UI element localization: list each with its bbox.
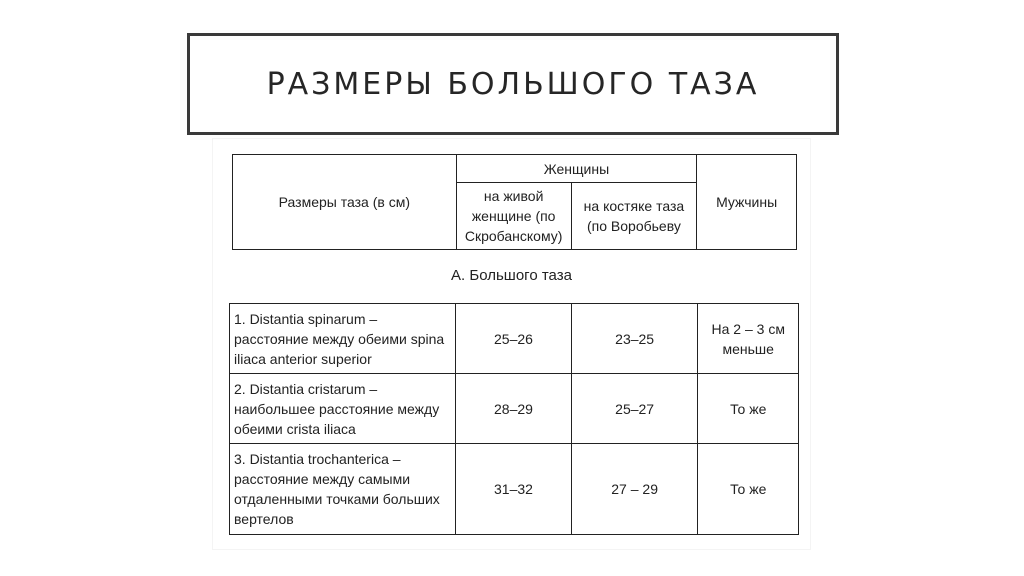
table-row xyxy=(230,444,799,535)
header-cell-men: Мужчины xyxy=(697,155,797,250)
row-men-value: На 2 – 3 см меньше xyxy=(698,304,799,374)
row-men-value: То же xyxy=(698,374,799,444)
row-skeleton-value: 25–27 xyxy=(571,374,698,444)
header-cell-women-living: на живой женщине (по Скробанскому) xyxy=(456,183,571,250)
row-name: 2. Distantia cristarum – наибольшее расстояние между обеими crista iliaca xyxy=(230,374,456,444)
table-body xyxy=(229,303,799,535)
slide-title: РАЗМЕРЫ БОЛЬШОГО ТАЗА xyxy=(266,66,760,102)
row-skeleton-value: 27 – 29 xyxy=(571,444,698,535)
row-men-value: То же xyxy=(698,444,799,535)
header-cell-sizes: Размеры таза (в см) xyxy=(233,155,457,250)
row-living-value: 25–26 xyxy=(456,304,572,374)
table-header xyxy=(232,154,797,250)
row-living-value: 28–29 xyxy=(456,374,572,444)
row-name: 1. Distantia spinarum – расстояние между обеими spina iliaca anterior superior xyxy=(230,304,456,374)
header-cell-women-skeleton: на костяке таза (по Воробьеву xyxy=(571,183,697,250)
pelvis-size-table-image xyxy=(213,139,810,549)
section-caption: А. Большого таза xyxy=(451,267,572,284)
row-skeleton-value: 23–25 xyxy=(571,304,698,374)
row-living-value: 31–32 xyxy=(456,444,572,535)
table-row xyxy=(230,374,799,444)
header-cell-women: Женщины xyxy=(456,155,697,183)
title-box xyxy=(187,33,839,135)
table-row xyxy=(230,304,799,374)
row-name: 3. Distantia trochanterica – расстояние между самыми отдаленными точками больших вертелов xyxy=(230,444,456,535)
